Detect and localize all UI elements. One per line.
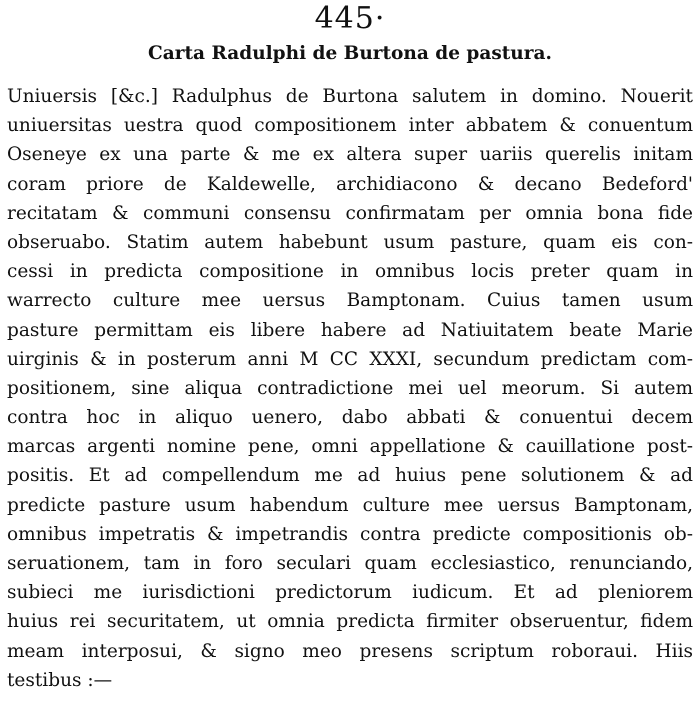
text-line: meam interposui, & signo meo presens scriptum roboraui. Hiis [7,640,693,662]
text-line: subieci me iurisdictioni predictorum iudicum. Et ad pleniorem [7,582,693,604]
text-line: uirginis & in posterum anni M CC XXXI, secundum predictam com- [7,348,693,370]
page-number: 445· [314,1,386,36]
charter-title: Carta Radulphi de Burtona de pastura. [148,43,552,64]
text-line: coram priore de Kaldewelle, archidiacono & decano Bedeford' [7,173,693,195]
text-line: testibus :— [7,669,113,691]
text-line: warrecto culture mee uersus Bamptonam. Cuius tamen usum [7,290,693,312]
text-line: cessi in predicta compositione in omnibus locis preter quam in [7,261,693,283]
text-line: omnibus impetratis & impetrandis contra predicte compositionis ob- [7,523,693,545]
text-line: contra hoc in aliquo uenero, dabo abbati & conuentui decem [7,407,693,429]
text-line: positis. Et ad compellendum me ad huius pene solutionem & ad [7,465,693,487]
text-line: Oseneye ex una parte & me ex altera super uariis querelis initam [7,144,693,166]
text-line: seruationem, tam in foro seculari quam ecclesiastico, renunciando, [7,553,693,574]
text-line: marcas argenti nomine pene, omni appellatione & cauillatione post- [7,436,693,458]
text-line: huius rei securitatem, ut omnia predicta firmiter obseruentur, fidem [7,611,693,633]
charter-text [7,82,693,695]
text-line: obseruabo. Statim autem habebunt usum pasture, quam eis con- [7,231,693,253]
text-line: positionem, sine aliqua contradictione mei uel meorum. Si autem [7,377,693,399]
text-line: uniuersitas uestra quod compositionem inter abbatem & conuentum [7,115,693,137]
text-line: pasture permittam eis libere habere ad Natiuitatem beate Marie [7,319,693,341]
text-line: predicte pasture usum habendum culture mee uersus Bamptonam, [7,494,693,516]
text-line: recitatam & communi consensu confirmatam per omnia bona fide [7,202,693,224]
text-line: Uniuersis [&c.] Radulphus de Burtona salutem in domino. Nouerit [7,86,693,107]
